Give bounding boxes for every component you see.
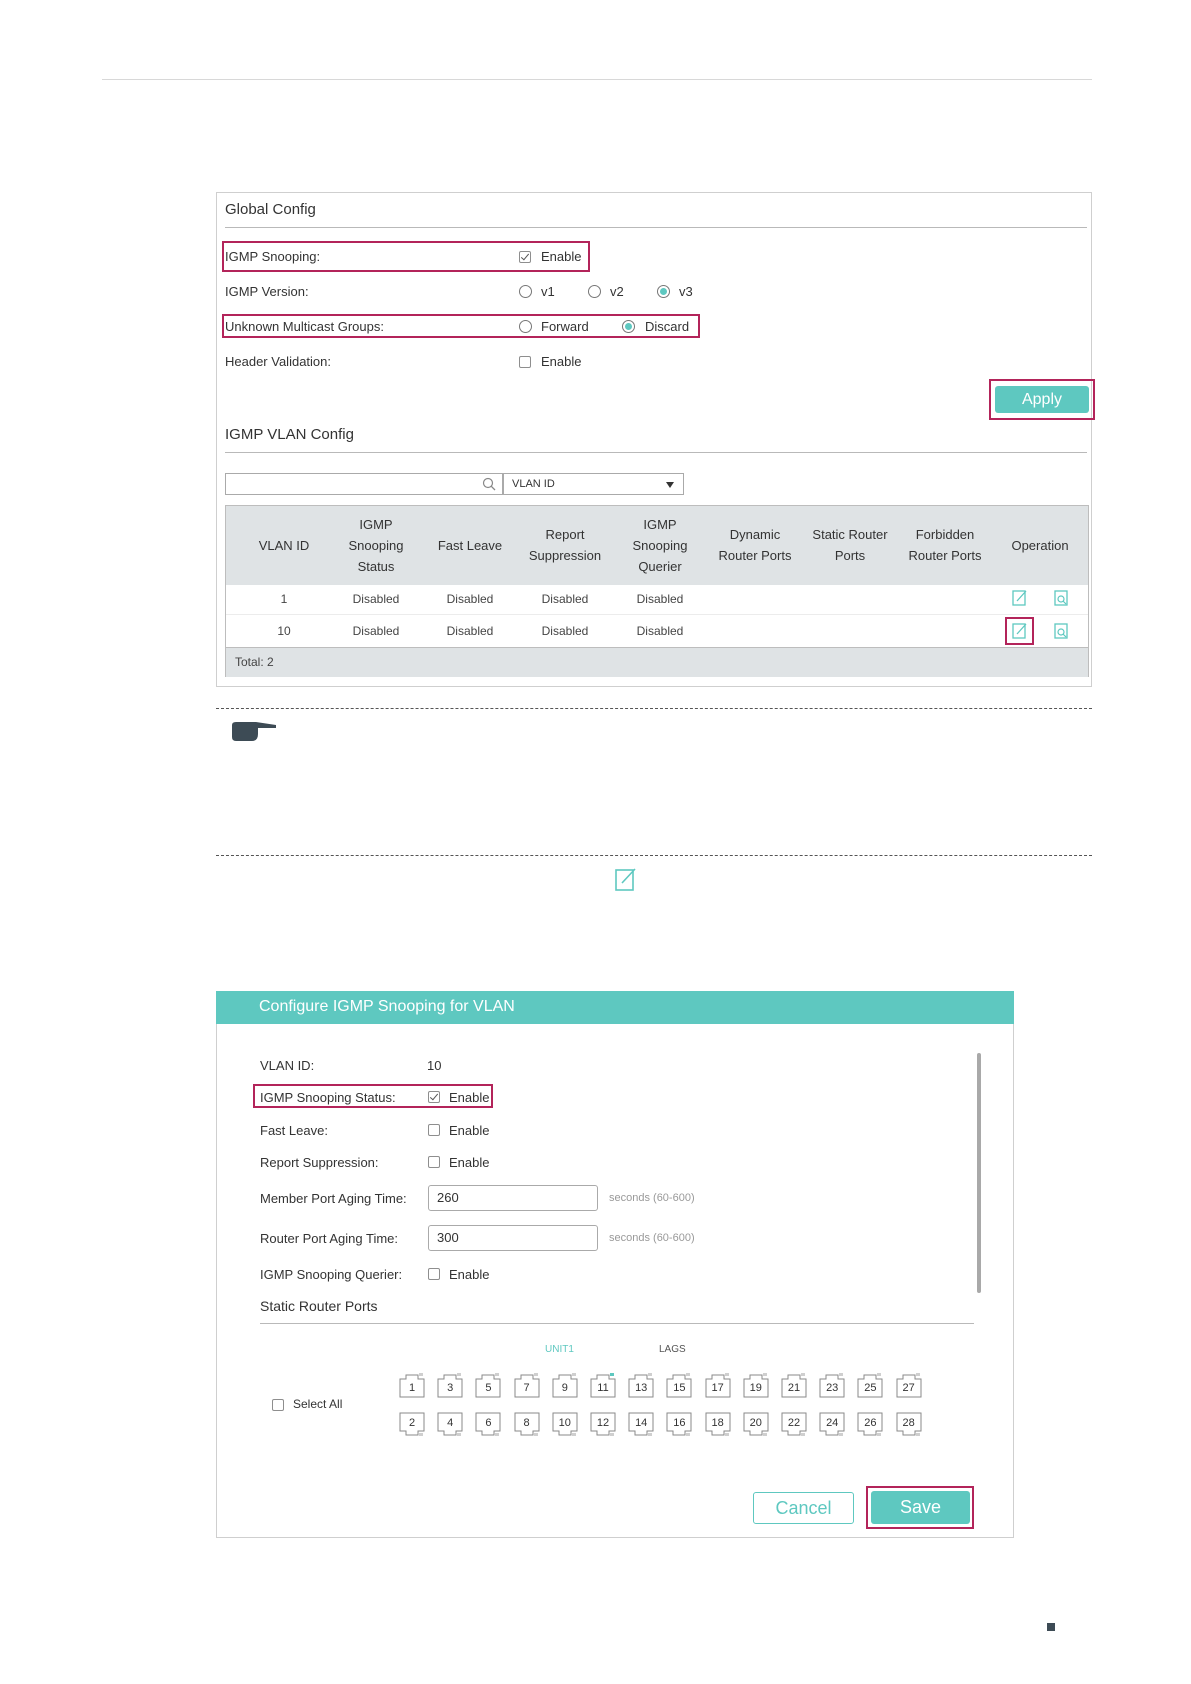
row1-status: Disabled	[352, 592, 400, 606]
port-22[interactable]	[781, 1412, 807, 1438]
dlg-snooping-status-label: IGMP Snooping Status:	[260, 1090, 396, 1105]
port-16[interactable]	[666, 1412, 692, 1438]
port-17[interactable]	[705, 1372, 731, 1398]
save-button[interactable]: Save	[871, 1491, 970, 1524]
row1-querier: Disabled	[636, 592, 684, 606]
port-18[interactable]	[705, 1412, 731, 1438]
vlan-table-footer	[226, 647, 1088, 677]
port-number: 3	[447, 1382, 454, 1394]
port-27[interactable]	[896, 1372, 922, 1398]
port-8[interactable]	[514, 1412, 540, 1438]
column-forbidden-router-ports: Forbidden Router Ports	[908, 527, 982, 563]
port-number: 19	[749, 1382, 762, 1394]
dlg-report-suppression-label: Report Suppression:	[260, 1155, 379, 1170]
port-4[interactable]	[437, 1412, 463, 1438]
igmp-version-label: IGMP Version:	[225, 284, 309, 299]
row1-report: Disabled	[541, 592, 589, 606]
port-3[interactable]	[437, 1372, 463, 1398]
member-aging-input[interactable]: 260	[428, 1185, 598, 1211]
pointing-hand-icon	[230, 719, 280, 744]
port-number: 27	[902, 1382, 915, 1394]
port-24[interactable]	[819, 1412, 845, 1438]
dlg-fast-leave-label: Fast Leave:	[260, 1123, 328, 1138]
unknown-multicast-label: Unknown Multicast Groups:	[225, 319, 384, 334]
vlan-search-select-value: VLAN ID	[512, 478, 555, 490]
vlan-search-input[interactable]	[225, 473, 503, 495]
port-number: 10	[558, 1417, 571, 1429]
port-number: 15	[673, 1382, 686, 1394]
tab-lags[interactable]: LAGS	[659, 1344, 686, 1355]
tab-unit1[interactable]: UNIT1	[545, 1344, 574, 1355]
column-fast-leave: Fast Leave	[437, 538, 503, 553]
chevron-down-icon	[666, 482, 674, 488]
row2-report: Disabled	[541, 624, 589, 638]
column-report-suppression: Report Suppression	[528, 527, 602, 563]
dlg-vlan-id-value: 10	[427, 1058, 442, 1073]
dlg-router-aging-label: Router Port Aging Time:	[260, 1231, 399, 1246]
router-aging-input[interactable]: 300	[428, 1225, 598, 1251]
vlan-table-total: Total: 2	[235, 655, 274, 669]
port-number: 18	[711, 1417, 724, 1429]
dlg-report-suppression-checkbox[interactable]	[428, 1156, 440, 1168]
global-config-title: Global Config	[225, 201, 316, 218]
port-9[interactable]	[552, 1372, 578, 1398]
column-snooping-querier: IGMP Snooping Querier	[632, 517, 688, 574]
vlan-search-field-select[interactable]	[503, 473, 684, 495]
apply-button[interactable]: Apply	[995, 386, 1089, 413]
column-vlan-id: VLAN ID	[258, 538, 310, 553]
dlg-querier-enable: Enable	[449, 1267, 490, 1282]
vlan-dialog	[216, 991, 1014, 1538]
igmp-version-v2-label: v2	[610, 284, 624, 299]
igmp-version-v1-label: v1	[541, 284, 555, 299]
port-number: 26	[864, 1417, 877, 1429]
port-number: 22	[787, 1417, 801, 1429]
page-footer-marker	[1047, 1623, 1055, 1631]
igmp-snooping-checkbox[interactable]	[519, 251, 531, 263]
port-13[interactable]	[628, 1372, 654, 1398]
header-validation-checkbox[interactable]	[519, 356, 531, 368]
igmp-version-v1-radio[interactable]	[519, 285, 532, 298]
igmp-snooping-label: IGMP Snooping:	[225, 249, 321, 264]
column-dynamic-router-ports: Dynamic Router Ports	[718, 527, 792, 563]
cancel-button[interactable]: Cancel	[753, 1492, 854, 1524]
row1-view-icon[interactable]	[1052, 589, 1070, 607]
dlg-member-aging-label: Member Port Aging Time:	[260, 1191, 407, 1206]
select-all-label: Select All	[293, 1397, 343, 1411]
vlan-dialog-title: Configure IGMP Snooping for VLAN	[259, 998, 515, 1015]
port-10[interactable]	[552, 1412, 578, 1438]
column-snooping-status: IGMP Snooping Status	[348, 517, 404, 574]
dlg-fast-leave-checkbox[interactable]	[428, 1124, 440, 1136]
port-number: 13	[635, 1382, 648, 1394]
port-number: 8	[523, 1417, 530, 1429]
dlg-vlan-id-label: VLAN ID:	[260, 1058, 315, 1073]
row2-vlan-id: 10	[277, 624, 291, 638]
member-aging-hint: seconds (60-600)	[609, 1192, 695, 1204]
port-number: 16	[673, 1417, 686, 1429]
port-25[interactable]	[857, 1372, 883, 1398]
port-5[interactable]	[475, 1372, 501, 1398]
dlg-report-suppression-enable: Enable	[449, 1155, 490, 1170]
port-number: 21	[787, 1382, 801, 1394]
router-aging-hint: seconds (60-600)	[609, 1232, 695, 1244]
vlan-config-divider	[225, 452, 1087, 453]
note-bottom-dash	[216, 855, 1092, 856]
igmp-snooping-enable-label: Enable	[541, 249, 582, 264]
header-validation-enable-label: Enable	[541, 354, 582, 369]
column-static-router-ports: Static Router Ports	[812, 527, 888, 563]
port-11[interactable]	[590, 1372, 616, 1398]
page-top-rule	[102, 79, 1092, 80]
unknown-multicast-forward-label: Forward	[541, 319, 589, 334]
igmp-version-v3-radio[interactable]	[657, 285, 670, 298]
search-icon	[482, 477, 496, 491]
port-21[interactable]	[781, 1372, 807, 1398]
dlg-querier-label: IGMP Snooping Querier:	[260, 1267, 403, 1282]
port-number: 23	[826, 1382, 839, 1394]
port-number: 7	[523, 1382, 530, 1394]
port-19[interactable]	[743, 1372, 769, 1398]
vlan-dialog-header	[216, 991, 1014, 1024]
port-1[interactable]	[399, 1372, 425, 1398]
port-20[interactable]	[743, 1412, 769, 1438]
port-number: 1	[408, 1382, 416, 1394]
port-2[interactable]	[399, 1412, 425, 1438]
port-number: 11	[597, 1382, 609, 1394]
port-26[interactable]	[857, 1412, 883, 1438]
static-router-ports-title: Static Router Ports	[260, 1298, 378, 1314]
port-14[interactable]	[628, 1412, 654, 1438]
port-number: 17	[711, 1382, 724, 1394]
port-12[interactable]	[590, 1412, 616, 1438]
port-number: 6	[485, 1417, 492, 1429]
port-number: 5	[485, 1382, 492, 1394]
unknown-multicast-discard-radio[interactable]	[622, 320, 635, 333]
port-number: 12	[596, 1417, 610, 1429]
dlg-fast-leave-enable: Enable	[449, 1123, 490, 1138]
port-6[interactable]	[475, 1412, 501, 1438]
row1-edit-icon[interactable]	[1011, 589, 1029, 607]
header-validation-label: Header Validation:	[225, 354, 331, 369]
dlg-snooping-status-checkbox[interactable]	[428, 1091, 440, 1103]
port-number: 25	[864, 1382, 877, 1394]
dlg-querier-checkbox[interactable]	[428, 1268, 440, 1280]
unknown-multicast-forward-radio[interactable]	[519, 320, 532, 333]
vlan-config-title: IGMP VLAN Config	[225, 426, 354, 443]
port-15[interactable]	[666, 1372, 692, 1398]
port-number: 9	[561, 1382, 568, 1394]
edit-icon	[614, 867, 638, 893]
row-divider	[226, 614, 1088, 615]
port-number: 20	[749, 1417, 762, 1429]
port-number: 28	[902, 1417, 915, 1429]
port-number: 2	[408, 1417, 416, 1429]
global-config-divider	[225, 227, 1087, 228]
note-top-dash	[216, 708, 1092, 709]
row2-edit-icon[interactable]	[1011, 622, 1029, 640]
port-number: 24	[826, 1417, 839, 1429]
dlg-snooping-status-enable: Enable	[449, 1090, 490, 1105]
igmp-version-v2-radio[interactable]	[588, 285, 601, 298]
port-28[interactable]	[896, 1412, 922, 1438]
row2-fast-leave: Disabled	[446, 624, 494, 638]
port-number: 14	[635, 1417, 648, 1429]
port-7[interactable]	[514, 1372, 540, 1398]
select-all-checkbox[interactable]	[272, 1399, 284, 1411]
row2-status: Disabled	[352, 624, 400, 638]
port-number: 4	[447, 1417, 454, 1429]
dialog-scrollbar[interactable]	[977, 1053, 981, 1293]
static-router-ports-divider	[260, 1323, 974, 1324]
row1-vlan-id: 1	[280, 592, 288, 606]
column-operation: Operation	[1011, 538, 1069, 553]
igmp-version-v3-label: v3	[679, 284, 693, 299]
row1-fast-leave: Disabled	[446, 592, 494, 606]
unknown-multicast-discard-label: Discard	[645, 319, 690, 334]
row2-view-icon[interactable]	[1052, 622, 1070, 640]
port-23[interactable]	[819, 1372, 845, 1398]
row2-querier: Disabled	[636, 624, 684, 638]
